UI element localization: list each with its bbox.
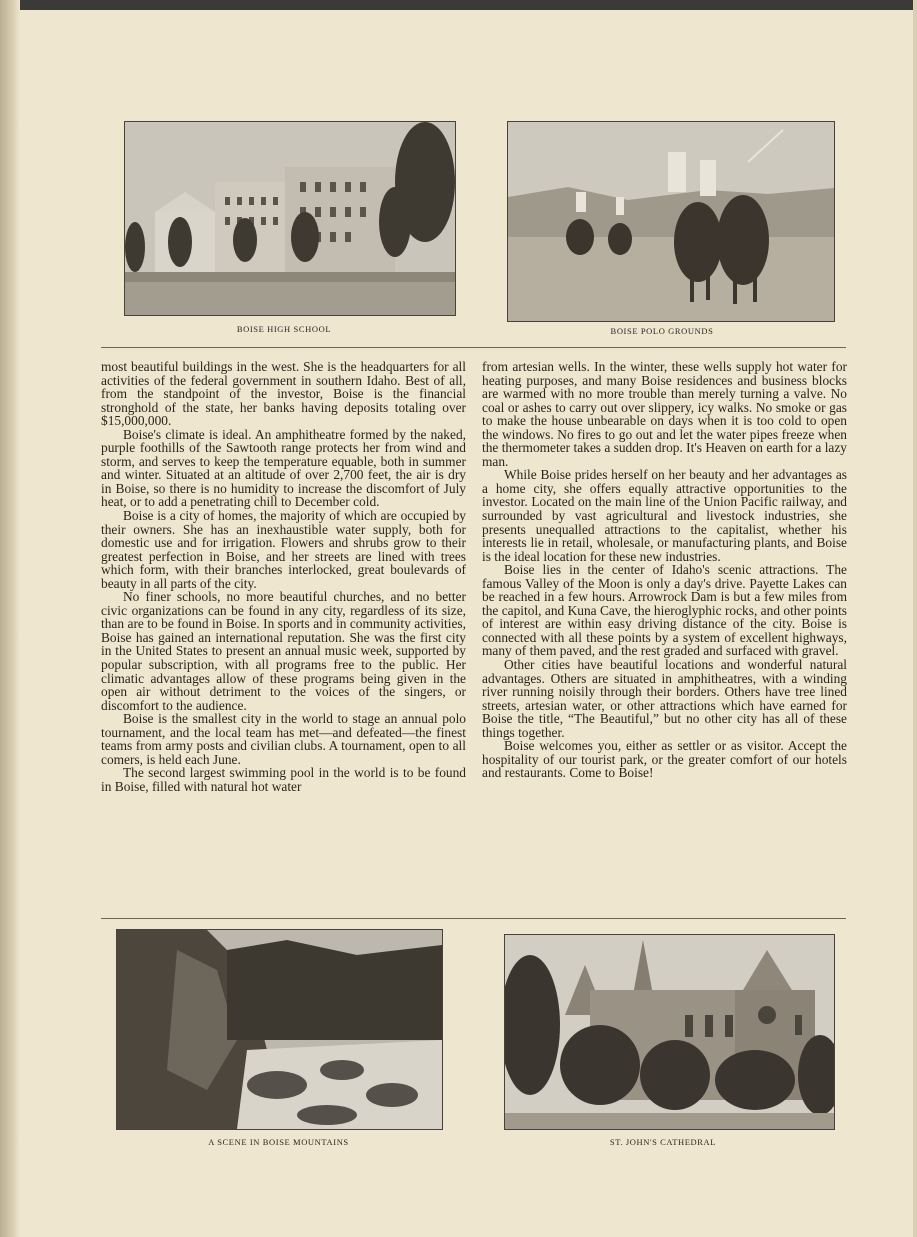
section-divider-bottom xyxy=(101,918,846,919)
article-left-column xyxy=(101,360,466,794)
photo-st-johns-cathedral xyxy=(504,934,835,1130)
photo-boise-high-school xyxy=(124,121,456,316)
paragraph: Boise's climate is ideal. An amphitheatre formed by the naked, purple foothills of the Sawtooth range protects her from wind and storm, and serves to keep the temperature equable, both in summer and winter. Situated at an altitude of over 2,700 feet, the air is dry in Boise, so there is no humidity to increase the discomfort of July heat, or to add a penetrating chill to December cold. xyxy=(101,426,466,510)
paragraph: Other cities have beautiful locations and wonderful natural advantages. Others are situated in amphitheatres, with a winding river running noisily through their borders. Others have tree lined streets, artesian water, or other attractions which have earned for Boise the title, “The Beautiful,” but no other city has all of these things together. xyxy=(482,657,847,740)
caption-st-johns-cathedral: ST. JOHN'S CATHEDRAL xyxy=(609,1137,717,1147)
paragraph: most beautiful buildings in the west. She is the headquarters for all activities of the federal government in southern Idaho. Best of all, from the standpoint of the investor, Boise is the financial stronghold of the state, her banks having deposits totaling over $15,000,000. xyxy=(101,359,466,429)
section-divider-top xyxy=(101,347,846,348)
page-binding-shadow xyxy=(0,0,20,1237)
photo-boise-mountains xyxy=(116,929,443,1130)
paragraph: The second largest swimming pool in the world is to be found in Boise, filled with natural hot water xyxy=(101,765,466,794)
paragraph: Boise is the smallest city in the world to stage an annual polo tournament, and the local team has met—and defeated—the finest teams from army posts and civilian clubs. A tournament, open to all comers, is held each June. xyxy=(101,711,466,767)
paragraph: While Boise prides herself on her beauty and her advantages as a home city, she offers equally attractive opportunities to the investor. Located on the main line of the Union Pacific railway, and surrounded by vast agricultural and livestock industries, she presents unequalled attractions to the capitalist, whether his interests lie in retail, wholesale, or manufacturing plants, and Boise is the ideal location for these new industries. xyxy=(482,467,847,564)
paragraph: No finer schools, no more beautiful churches, and no better civic organizations can be found in any city, regardless of its size, than are to be found in Boise. In sports and in community activities, Boise has gained an international reputation. She was the first city in the United States to present an annual music week, supported by popular subscription, with all programs free to the public. Her climatic advantages allow of these programs being given in the open air without detriment to the voices of the singers, or discomfort to the audience. xyxy=(101,589,466,713)
paragraph: Boise lies in the center of Idaho's scenic attractions. The famous Valley of the Moon is only a day's drive. Payette Lakes can be reached in a few hours. Arrowrock Dam is but a few miles from the capitol, and Kuna Cave, the hieroglyphic rocks, and other points of interest are within easy driving distance of the city. Boise is connected with all these points by a system of excellent highways, many of them paved, and the rest graded and surfaced with gravel. xyxy=(482,562,847,659)
caption-boise-polo-grounds: BOISE POLO GROUNDS xyxy=(610,326,714,336)
photo-boise-polo-grounds xyxy=(507,121,835,322)
paragraph: from artesian wells. In the winter, these wells supply hot water for heating purposes, and many Boise residences and business blocks are warmed with no more trouble than merely turning a valve. No coal or ashes to carry out over slippery, icy walks. No smoke or gas to make the house unbearable on days when it is too cold to open the windows. No fires to go out and let the water pipes freeze when the thermometer takes a sudden drop. It's Heaven on earth for a lazy man. xyxy=(482,359,847,469)
paragraph: Boise welcomes you, either as settler or as visitor. Accept the hospitality of our tourist park, or the greater comfort of our hotels and restaurants. Come to Boise! xyxy=(482,738,847,781)
caption-boise-high-school: BOISE HIGH SCHOOL xyxy=(236,324,332,334)
page-right-edge xyxy=(913,0,917,1237)
caption-boise-mountains: A SCENE IN BOISE MOUNTAINS xyxy=(208,1137,349,1147)
article-right-column xyxy=(482,360,847,780)
scan-top-edge xyxy=(0,0,917,10)
paragraph: Boise is a city of homes, the majority of which are occupied by their owners. She has an inexhaustible water supply, both for domestic use and for irrigation. Flowers and shrubs grow to their greatest perfection in Boise, and her streets are lined with trees which form, with their branches interlocked, great boulevards of beauty in all parts of the city. xyxy=(101,508,466,591)
